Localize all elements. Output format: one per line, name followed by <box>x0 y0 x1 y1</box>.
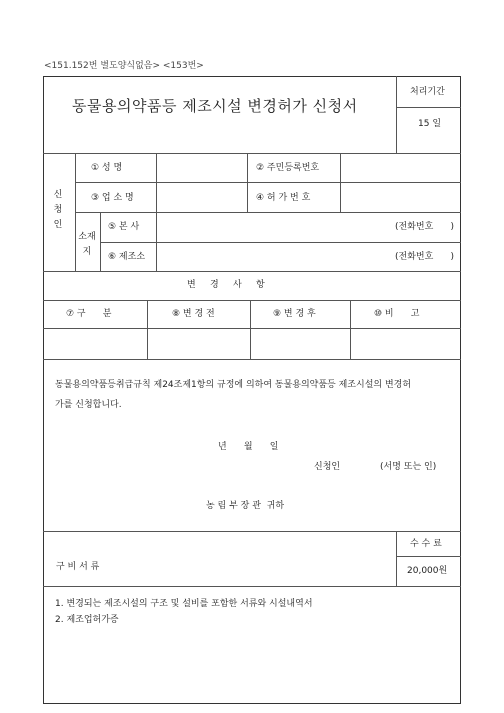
factory-phone: (전화번호 ) <box>395 252 454 262</box>
fee-col-line <box>396 531 397 586</box>
recipient: 농 림 부 장 관 귀하 <box>206 501 285 511</box>
fee-value: 20,000원 <box>407 566 448 576</box>
name-field[interactable] <box>157 154 246 181</box>
row-line-10 <box>43 586 461 587</box>
factory-label: ⑥ 제조소 <box>108 252 146 262</box>
location-col-line <box>100 212 101 271</box>
location-label: 소재 지 <box>78 232 96 257</box>
applicant-signature-label: 신청인 <box>314 462 341 472</box>
changes-after-field[interactable] <box>251 329 349 358</box>
row-line-5 <box>43 271 461 272</box>
permit-no-label: ④ 허 가 번 호 <box>256 193 311 203</box>
fee-divider <box>396 556 461 557</box>
document-item-1: 1. 변경되는 제조시설의 구조 및 설비를 포함한 서류와 시설내역서 <box>55 599 313 609</box>
changes-col-after: ⑨ 변 경 후 <box>273 309 316 319</box>
name-label: ① 성 명 <box>91 163 123 173</box>
date-line: 년 월 일 <box>218 442 279 452</box>
fee-label: 수 수 료 <box>410 539 442 549</box>
row-line-9 <box>43 531 461 532</box>
processing-divider <box>396 107 461 108</box>
form-title: 동물용의약품등 제조시설 변경허가 신청서 <box>72 97 358 115</box>
changes-before-field[interactable] <box>148 329 249 358</box>
changes-col-remarks: ⑩ 비 고 <box>374 309 420 319</box>
head-office-phone: (전화번호 ) <box>395 222 454 232</box>
processing-label: 처리기간 <box>410 87 445 97</box>
title-divider <box>396 76 397 153</box>
changes-col-category: ⑦ 구 분 <box>66 309 112 319</box>
factory-field[interactable] <box>157 243 387 270</box>
statement-line-1: 동물용의약품등취급규칙 제24조제1항의 규정에 의하여 동물용의약품등 제조시설의 변경허 <box>55 380 412 390</box>
business-name-label: ③ 업 소 명 <box>91 193 134 203</box>
head-office-label: ⑤ 본 사 <box>108 222 140 232</box>
row-line-6 <box>43 300 461 301</box>
header-note: <151.152번 별도양식없음> <153번> <box>44 61 204 71</box>
statement-line-2: 가를 신청합니다. <box>55 400 122 410</box>
applicant-section-label: 신 청 인 <box>53 190 63 230</box>
mid-col-line-a <box>247 153 248 212</box>
processing-value: 15 일 <box>418 119 442 129</box>
business-name-field[interactable] <box>157 183 246 211</box>
documents-label: 구 비 서 류 <box>56 562 100 572</box>
row-line-8 <box>43 359 461 360</box>
head-office-field[interactable] <box>157 213 387 241</box>
resident-no-label: ② 주민등록번호 <box>256 163 320 173</box>
changes-remarks-field[interactable] <box>351 329 460 358</box>
changes-header: 변 경 사 항 <box>187 280 265 290</box>
changes-col-before: ⑧ 변 경 전 <box>172 309 215 319</box>
changes-category-field[interactable] <box>44 329 146 358</box>
resident-no-field[interactable] <box>341 154 460 181</box>
document-item-2: 2. 제조업허가증 <box>55 615 119 625</box>
permit-no-field[interactable] <box>341 183 460 211</box>
signature-hint: (서명 또는 인) <box>380 462 437 472</box>
